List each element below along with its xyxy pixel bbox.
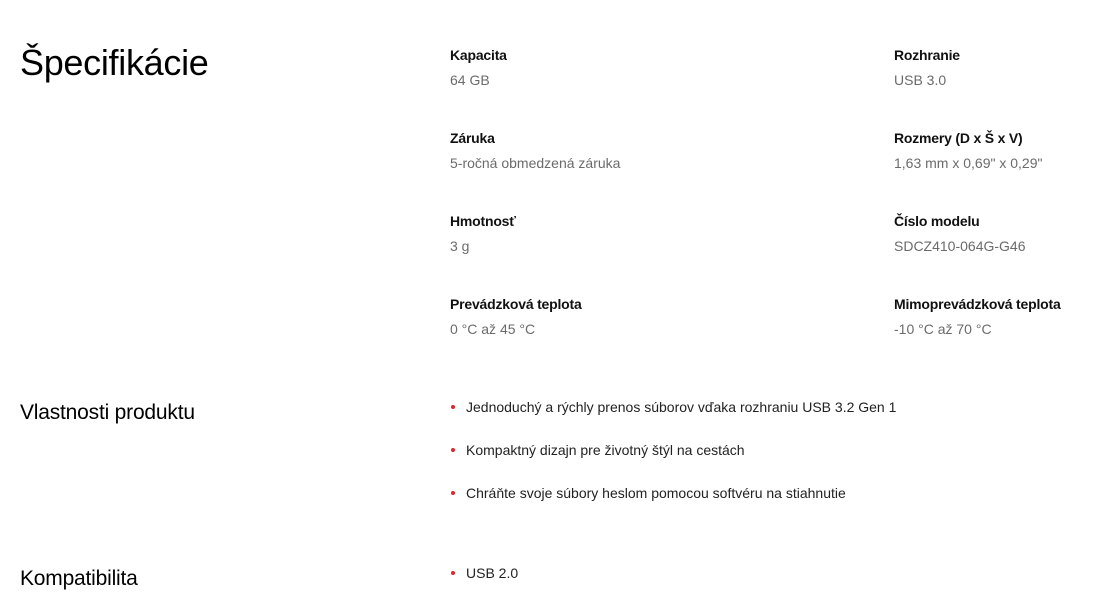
bullet-icon: [451, 405, 455, 409]
spec-value: -10 °C až 70 °C: [894, 321, 992, 337]
spec-value: 64 GB: [450, 72, 490, 88]
spec-non-operating-temp: [894, 295, 1114, 338]
feature-text: Chráňte svoje súbory heslom pomocou softvéru na stiahnutie: [466, 485, 846, 501]
feature-text: Kompaktný dizajn pre životný štýl na cestách: [466, 442, 745, 458]
bullet-icon: [451, 491, 455, 495]
spec-label: Záruka: [450, 130, 495, 146]
compatibility-title: Kompatibilita: [20, 567, 138, 590]
spec-capacity: [450, 46, 750, 89]
spec-label: Rozmery (D x Š x V): [894, 130, 1023, 146]
features-title: Vlastnosti produktu: [20, 401, 195, 424]
spec-value: 3 g: [450, 238, 470, 254]
spec-value: SDCZ410-064G-G46: [894, 238, 1026, 254]
spec-value: 1,63 mm x 0,69" x 0,29": [894, 155, 1043, 171]
page-title: Špecifikácie: [20, 42, 209, 83]
spec-label: Prevádzková teplota: [450, 296, 582, 312]
spec-label: Kapacita: [450, 47, 507, 63]
spec-label: Číslo modelu: [894, 213, 980, 229]
bullet-icon: [451, 448, 455, 452]
features-list: [450, 398, 896, 502]
spec-operating-temp: [450, 295, 750, 338]
spec-value: 5-ročná obmedzená záruka: [450, 155, 621, 171]
spec-model-number: [894, 212, 1114, 255]
spec-label: Hmotnosť: [450, 213, 516, 229]
bullet-icon: [451, 571, 455, 575]
spec-label: Rozhranie: [894, 47, 960, 63]
spec-interface: [894, 46, 1114, 89]
spec-dimensions: [894, 129, 1114, 172]
spec-value: USB 3.0: [894, 72, 947, 88]
list-item: [450, 484, 896, 502]
compatibility-text: USB 2.0: [466, 565, 519, 581]
compatibility-list: [450, 564, 518, 582]
list-item: [450, 441, 896, 459]
feature-text: Jednoduchý a rýchly prenos súborov vďaka rozhraniu USB 3.2 Gen 1: [466, 399, 897, 415]
spec-weight: [450, 212, 750, 255]
list-item: [450, 564, 518, 582]
list-item: [450, 398, 896, 416]
spec-warranty: [450, 129, 750, 172]
spec-value: 0 °C až 45 °C: [450, 321, 536, 337]
spec-label: Mimoprevádzková teplota: [894, 296, 1061, 312]
